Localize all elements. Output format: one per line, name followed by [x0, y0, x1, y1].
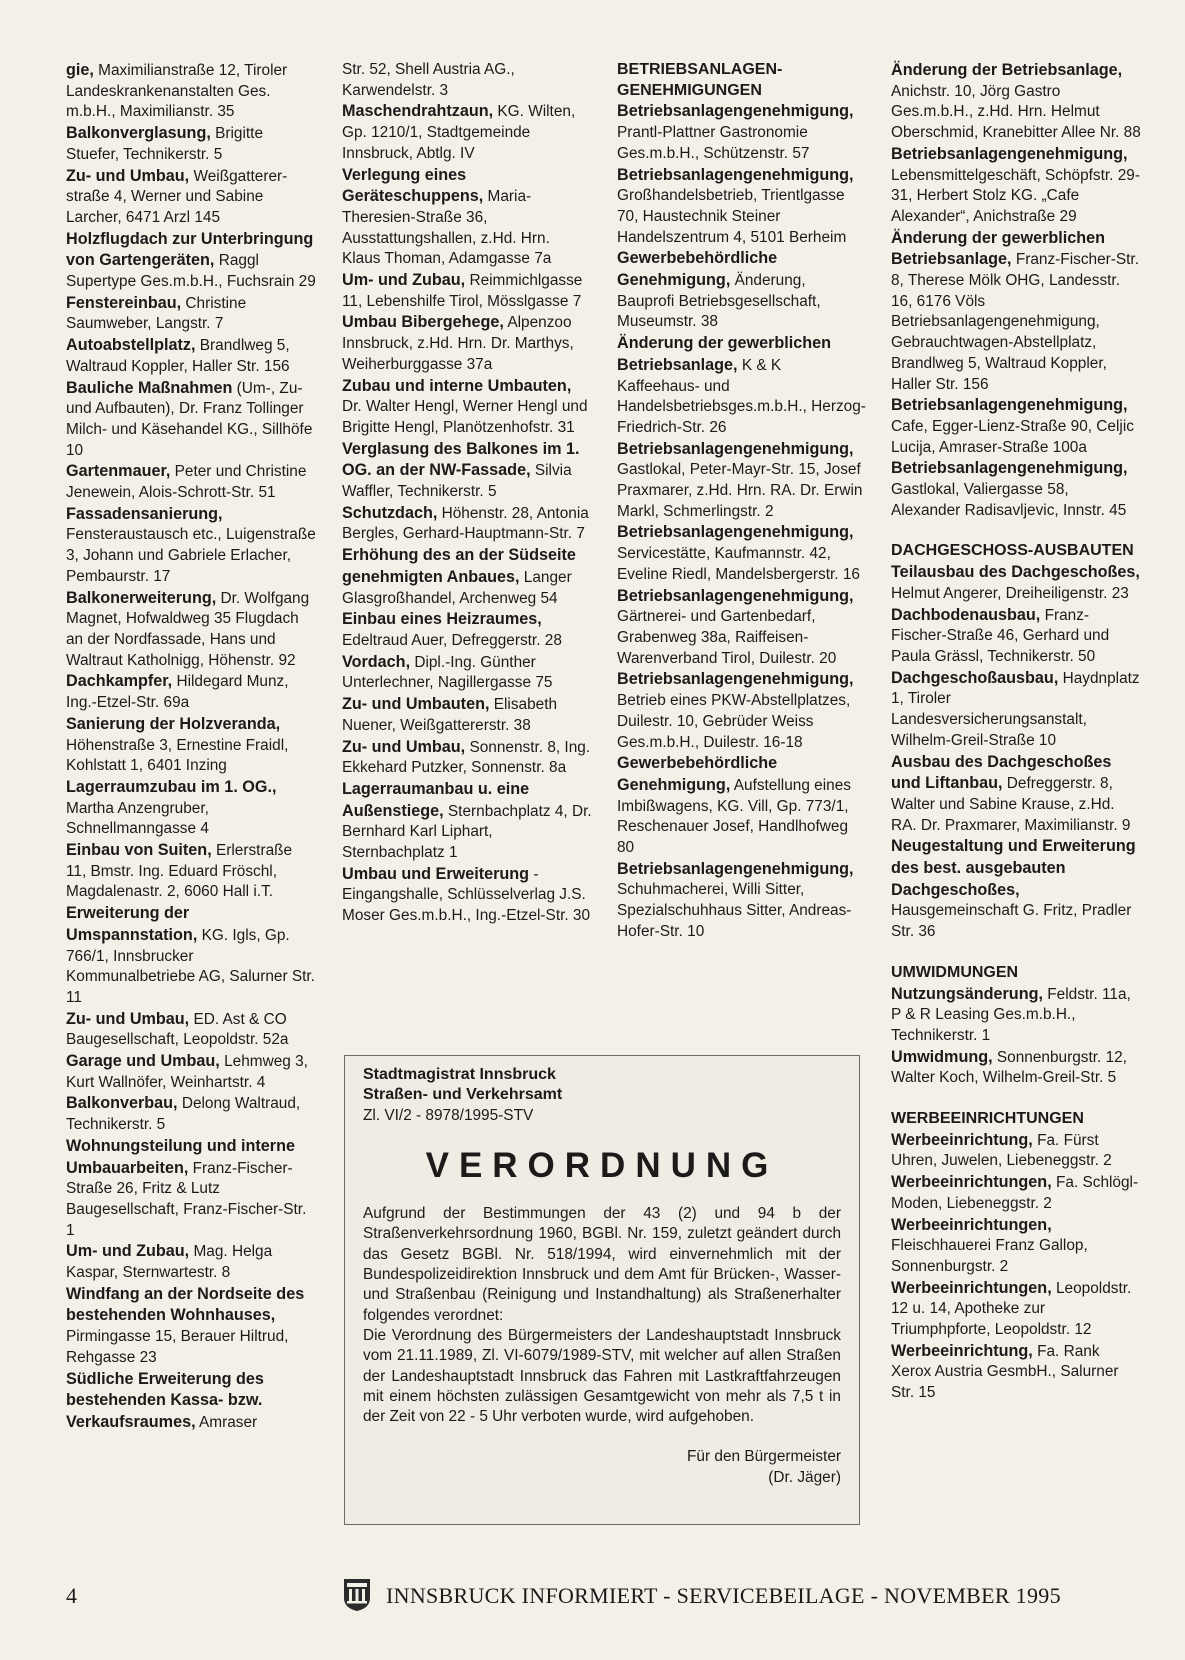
- entry-title: Betriebsanlagengenehmigung,: [617, 859, 854, 878]
- entry-title: Autoabstellplatz,: [66, 336, 196, 355]
- entry-title: Erweiterung der Umspannstation,: [66, 904, 198, 944]
- entry-title: Betriebsanlagengenehmigung,: [617, 439, 854, 458]
- listing-entry: [66, 229, 316, 293]
- listing-entry: [891, 395, 1141, 458]
- entry-title: Änderung der Betriebsanlage,: [891, 61, 1123, 79]
- entry-title: Änderung der gewerblichen Betriebsanlage,: [891, 228, 1106, 269]
- listing-entry: [66, 1241, 316, 1283]
- entry-details: Änderung, Bauprofi Betriebsgesellschaft, Museumstr. 38: [617, 272, 821, 331]
- listing-entry: [617, 586, 867, 670]
- entry-details: Franz-Fischer-Straße 26, Fritz & Lutz Baugesellschaft, Franz-Fischer-Str. 1: [66, 1159, 307, 1239]
- entry-title: Zu- und Umbau,: [66, 1009, 190, 1028]
- notice-signature: [363, 1447, 841, 1488]
- entry-title: Südliche Erweiterung des bestehenden Kassa- bzw. Verkaufsraumes,: [66, 1369, 264, 1431]
- notice-reference: Zl. VI/2 - 8978/1995-STV: [363, 1106, 534, 1124]
- listing-entry: [66, 166, 316, 229]
- listing-entry: [66, 588, 316, 672]
- listing-entry: [891, 458, 1141, 521]
- listing-entry: [617, 248, 867, 333]
- entry-details: Gastlokal, Peter-Mayr-Str. 15, Josef Praxmarer, z.Hd. Hrn. RA. Dr. Erwin Markl, Schmerlingstr. 2: [617, 461, 863, 520]
- entry-details: Reimmichlgasse 11, Lebenshilfe Tirol, Mösslgasse 7: [342, 272, 583, 310]
- entry-details: K & K Kaffeehaus- und Handelsbetriebsges.m.b.H., Herzog-Friedrich-Str. 26: [617, 356, 866, 436]
- entry-details: Sternbachplatz 4, Dr. Bernhard Karl Liphart, Sternbachplatz 1: [342, 802, 592, 862]
- entry-details: Höhenstr. 28, Antonia Bergles, Gerhard-Hauptmann-Str. 7: [342, 504, 589, 543]
- entry-details: Delong Waltraud, Technikerstr. 5: [66, 1095, 301, 1134]
- listing-entry: [891, 836, 1141, 943]
- listing-column-1: [66, 60, 316, 1434]
- listing-entry: [342, 165, 592, 271]
- entry-title: Werbeeinrichtung,: [891, 1341, 1033, 1360]
- entry-details: Pirmingasse 15, Berauer Hiltrud, Rehgasse 23: [66, 1328, 289, 1366]
- entry-title: Betriebsanlagengenehmigung,: [891, 144, 1128, 163]
- listing-entry: [617, 859, 867, 943]
- entry-title: Bauliche Maßnahmen: [66, 378, 233, 397]
- entry-details: Cafe, Egger-Lienz-Straße 90, Celjic Lucija, Amraser-Straße 100a: [891, 417, 1134, 456]
- entry-title: Umwidmung,: [891, 1047, 993, 1066]
- entry-details: KG. Wilten, Gp. 1210/1, Stadtgemeinde Innsbruck, Abtlg. IV: [342, 103, 576, 162]
- entry-title: Einbau eines Heizraumes,: [342, 610, 542, 629]
- entry-details: Haydnplatz 1, Tiroler Landesversicherungsanstalt, Wilhelm-Greil-Straße 10: [891, 669, 1140, 749]
- entry-details: Silvia Waffler, Technikerstr. 5: [342, 462, 572, 501]
- entry-details: Langer Glasgroßhandel, Archenweg 54: [342, 568, 572, 607]
- entry-details: Mag. Helga Kaspar, Sternwartestr. 8: [66, 1243, 273, 1282]
- entry-title: Sanierung der Holzveranda,: [66, 714, 281, 733]
- listing-entry: [342, 312, 592, 375]
- entry-title: Neugestaltung und Erweiterung des best. ausgebauten Dachgeschoßes,: [891, 837, 1136, 899]
- entry-details: Franz-Fischer-Straße 46, Gerhard und Paula Grässl, Technikerstr. 50: [891, 606, 1110, 665]
- listing-entry: [617, 669, 867, 753]
- page-footer: [66, 1578, 1136, 1614]
- listing-entry: [617, 101, 867, 164]
- regulation-notice-box: [344, 1055, 860, 1525]
- entry-title: Balkonverglasung,: [66, 124, 211, 143]
- entry-details: Fa. Fürst Uhren, Juwelen, Liebeneggstr. 2: [891, 1131, 1112, 1170]
- entry-details: Edeltraud Auer, Defreggerstr. 28: [342, 631, 562, 649]
- entry-title: Zubau und interne Umbauten,: [342, 376, 572, 395]
- listing-entry: [342, 545, 592, 609]
- entry-details: Lebensmittelgeschäft, Schöpfstr. 29-31, Herbert Stolz KG. „Cafe Alexander“, Anichstraße 29: [891, 166, 1140, 225]
- listing-entry: [891, 562, 1141, 604]
- listing-entry: [891, 1172, 1141, 1214]
- entry-title: Werbeeinrichtung,: [891, 1130, 1033, 1149]
- entry-details: Maximilianstraße 12, Tiroler Landeskrankenanstalten Ges. m.b.H., Maximilianstr. 35: [66, 62, 288, 121]
- entry-title: Umbau und Erweiterung: [342, 864, 530, 883]
- listing-entry: [66, 123, 316, 165]
- entry-title: Betriebsanlagengenehmigung,: [617, 102, 854, 121]
- entry-details: Anichstr. 10, Jörg Gastro Ges.m.b.H., z.Hd. Hrn. Helmut Oberschmid, Kranebitter Allee Nr. 88: [891, 82, 1141, 142]
- entry-title: Einbau von Suiten,: [66, 841, 212, 860]
- listing-entry: [66, 504, 316, 588]
- entry-title: Fenstereinbau,: [66, 293, 182, 312]
- entry-details: Sonnenstr. 8, Ing. Ekkehard Putzker, Sonnenstr. 8a: [342, 738, 591, 777]
- entry-details: Gärtnerei- und Gartenbedarf, Grabenweg 38a, Raiffeisen-Warenverband Tirol, Duilestr. 20: [617, 608, 837, 667]
- entry-details: Peter und Christine Jenewein, Alois-Schrott-Str. 51: [66, 463, 307, 502]
- entry-details: Amraser: [195, 1414, 258, 1431]
- entry-title: Werbeeinrichtungen,: [891, 1173, 1052, 1192]
- listing-entry: [342, 503, 592, 545]
- entry-details: Betrieb eines PKW-Abstellplatzes, Duilestr. 10, Gebrüder Weiss Ges.m.b.H., Duilestr. 16-18: [617, 692, 851, 751]
- entry-details: Fa. Schlögl-Moden, Liebeneggstr. 2: [891, 1174, 1139, 1212]
- entry-title: Gewerbebehördliche Genehmigung,: [617, 249, 778, 290]
- entry-details: (Um-, Zu- und Aufbauten), Dr. Franz Tollinger Milch- und Käsehandel KG., Sillhöfe 10: [66, 379, 313, 459]
- notice-paragraph-1: Aufgrund der Bestimmungen der 43 (2) und 94 b der Straßenverkehrsordnung 1960, BGBl. Nr. 159, zuletzt geändert durch das Gesetz BGBl. Nr. 518/1994, wird einvernehmlich mit der Bundespolizeidirektion Innsbruck und dem Amt für Brücken-, Wasser- und Straßenbau (Reinigung und Instandhaltung) als Straßenerhalter folgendes verordnet:: [363, 1205, 841, 1324]
- entry-details: Großhandelsbetrieb, Trientlgasse 70, Haustechnik Steiner Handelszentrum 4, 5101 Berheim: [617, 187, 847, 246]
- entry-title: Zu- und Umbau,: [342, 737, 466, 756]
- listing-entry: [891, 1278, 1141, 1341]
- entry-details: Brigitte Stuefer, Technikerstr. 5: [66, 125, 264, 163]
- entry-details: Alpenzoo Innsbruck, z.Hd. Hrn. Dr. Marthys, Weiherburggasse 37a: [342, 314, 574, 373]
- entry-title: Schutzdach,: [342, 503, 438, 522]
- listing-entry: [66, 378, 316, 462]
- entry-details: Hildegard Munz, Ing.-Etzel-Str. 69a: [66, 673, 289, 712]
- entry-details: Höhenstraße 3, Ernestine Fraidl, Kohlstatt 1, 6401 Inzing: [66, 736, 289, 775]
- section-heading: DACHGESCHOSS-AUSBAUTEN: [891, 542, 1134, 560]
- entry-details: Str. 52, Shell Austria AG., Karwendelstr. 3: [342, 61, 515, 99]
- listing-column-2: [342, 60, 592, 927]
- entry-title: Werbeeinrichtungen,: [891, 1278, 1052, 1297]
- entry-title: Nutzungsänderung,: [891, 984, 1043, 1003]
- listing-entry: [891, 1341, 1141, 1404]
- entry-title: Holzflugdach zur Unterbringung von Gartengeräten,: [66, 229, 314, 270]
- listing-entry: [66, 714, 316, 777]
- entry-title: Gartenmauer,: [66, 462, 171, 481]
- listing-entry: [342, 652, 592, 694]
- entry-title: Zu- und Umbau,: [66, 166, 190, 185]
- listing-entry: [66, 60, 316, 123]
- listing-entry: [617, 753, 867, 859]
- entry-details: Fa. Rank Xerox Austria GesmbH., Salurner Str. 15: [891, 1342, 1119, 1402]
- entry-details: Dr. Wolfgang Magnet, Hofwaldweg 35 Flugdach an der Nordfassade, Hans und Waltraut Katholnigg, Höhenstr. 92: [66, 589, 310, 669]
- entry-details: Prantl-Plattner Gastronomie Ges.m.b.H., Schützenstr. 57: [617, 124, 810, 162]
- listing-entry: [342, 864, 592, 927]
- entry-details: Martha Anzengruber, Schnellmanngasse 4: [66, 799, 209, 838]
- entry-title: Betriebsanlagengenehmigung,: [617, 586, 854, 605]
- notice-office-name: Stadtmagistrat Innsbruck: [363, 1066, 556, 1083]
- entry-title: Gewerbebehördliche Genehmigung,: [617, 754, 778, 794]
- entry-title: Lagerraumanbau u. eine Außenstiege,: [342, 779, 530, 820]
- section-spacer: [891, 943, 1141, 963]
- entry-details: ED. Ast & CO Baugesellschaft, Leopoldstr. 52a: [66, 1010, 289, 1049]
- entry-details: Sonnenburgstr. 12, Walter Koch, Wilhelm-Greil-Str. 5: [891, 1048, 1127, 1087]
- entry-details: Servicestätte, Kaufmannstr. 42, Eveline Riedl, Mandelsbergerstr. 16: [617, 545, 860, 583]
- entry-title: Erhöhung des an der Südseite genehmigten Anbaues,: [342, 546, 576, 586]
- entry-details: Fleischhauerei Franz Gallop, Sonnenburgstr. 2: [891, 1237, 1088, 1275]
- listing-entry: [891, 60, 1141, 144]
- listing-entry: [617, 439, 867, 523]
- entry-title: Balkonerweiterung,: [66, 588, 217, 607]
- listing-entry: [66, 1051, 316, 1093]
- entry-title: Betriebsanlagengenehmigung,: [891, 396, 1128, 415]
- entry-title: Dachkampfer,: [66, 672, 173, 691]
- listing-entry: [891, 605, 1141, 668]
- entry-title: Wohnungsteilung und interne Umbauarbeiten,: [66, 1136, 295, 1177]
- listing-column-4: [891, 60, 1141, 1404]
- listing-entry: [342, 737, 592, 779]
- listing-entry: [66, 1136, 316, 1242]
- listing-entry: [66, 1284, 316, 1369]
- section-spacer: [891, 1089, 1141, 1109]
- listing-entry: [66, 1093, 316, 1135]
- entry-details: Schuhmacherei, Willi Sitter, Spezialschuhhaus Sitter, Andreas-Hofer-Str. 10: [617, 881, 852, 940]
- entry-title: Betriebsanlagengenehmigung,: [617, 523, 854, 542]
- notice-title: VERORDNUNG: [425, 1145, 779, 1185]
- entry-title: Änderung der gewerblichen Betriebsanlage,: [617, 334, 832, 374]
- entry-title: Balkonverbau,: [66, 1094, 178, 1113]
- listing-entry: [66, 903, 316, 1009]
- listing-entry: [891, 668, 1141, 752]
- entry-details: Erlerstraße 11, Bmstr. Ing. Eduard Fröschl, Magdalenastr. 2, 6060 Hall i.T.: [66, 842, 293, 901]
- listing-entry: [342, 779, 592, 864]
- entry-title: Verlegung eines Geräteschuppens,: [342, 165, 484, 206]
- entry-details: Franz-Fischer-Str. 8, Therese Mölk OHG, Landesstr. 16, 6176 Völs Betriebsanlagengenehmigung, Gebrauchtwagen-Abstellplatz, Brandlweg 5, Waltraud Koppler, Haller Str. 156: [891, 251, 1139, 393]
- entry-title: Betriebsanlagengenehmigung,: [617, 165, 854, 184]
- entry-title: Umbau Bibergehege,: [342, 313, 504, 332]
- entry-details: Christine Saumweber, Langstr. 7: [66, 294, 247, 333]
- section-heading: BETRIEBSANLAGEN-GENEHMIGUNGEN: [617, 61, 783, 99]
- notice-signature-line-1: Für den Bürgermeister: [687, 1448, 841, 1466]
- section-heading: WERBEEINRICHTUNGEN: [891, 1110, 1084, 1128]
- entry-details: Maria-Theresien-Straße 36, Ausstattungshallen, z.Hd. Hrn. Klaus Thoman, Adamgasse 7a: [342, 188, 552, 268]
- entry-title: Verglasung des Balkones im 1. OG. an der NW-Fassade,: [342, 439, 580, 480]
- listing-entry: [891, 984, 1141, 1047]
- listing-entry: [342, 376, 592, 439]
- entry-details: Elisabeth Nuener, Weißgattererstr. 38: [342, 696, 558, 734]
- entry-title: Fassadensanierung,: [66, 504, 223, 523]
- listing-entry: [66, 335, 316, 377]
- entry-details: Hausgemeinschaft G. Fritz, Pradler Str. 36: [891, 902, 1132, 941]
- listing-entry: [342, 439, 592, 503]
- entry-details: Gastlokal, Valiergasse 58, Alexander Radisavljevic, Innstr. 45: [891, 481, 1127, 519]
- listing-entry: [342, 270, 592, 312]
- entry-details: Feldstr. 11a, P & R Leasing Ges.m.b.H., Technikerstr. 1: [891, 985, 1131, 1044]
- entry-details: Leopoldstr. 12 u. 14, Apotheke zur Triumphpforte, Leopoldstr. 12: [891, 1279, 1132, 1339]
- entry-title: Lagerraumzubau im 1. OG.,: [66, 777, 277, 796]
- footer-publication-title: INNSBRUCK INFORMIERT - SERVICEBEILAGE - NOVEMBER 1995: [386, 1583, 1061, 1608]
- listing-entry: [891, 1215, 1141, 1278]
- entry-details: - Eingangshalle, Schlüsselverlag J.S. Moser Ges.m.b.H., Ing.-Etzel-Str. 30: [342, 865, 591, 925]
- listing-entry: [617, 165, 867, 249]
- listing-entry: [66, 461, 316, 503]
- entry-title: Teilausbau des Dachgeschoßes,: [891, 563, 1140, 582]
- entry-details: Defreggerstr. 8, Walter und Sabine Krause, z.Hd. RA. Dr. Praxmarer, Maximilianstr. 9: [891, 775, 1131, 834]
- listing-column-3: [617, 60, 867, 943]
- listing-entry: [342, 60, 592, 101]
- entry-title: Werbeeinrichtungen,: [891, 1215, 1052, 1234]
- listing-entry: [617, 522, 867, 585]
- entry-title: gie,: [66, 61, 94, 79]
- entry-details: Fensteraustausch etc., Luigenstraße 3, Johann und Gabriele Erlacher, Pembaurstr. 17: [66, 526, 316, 585]
- entry-title: Windfang an der Nordseite des bestehenden Wohnhauses,: [66, 1284, 305, 1325]
- entry-title: Maschendrahtzaun,: [342, 102, 494, 121]
- entry-details: Raggl Supertype Ges.m.b.H., Fuchsrain 29: [66, 252, 316, 291]
- entry-details: Weißgattererstraße 4, Werner und Sabine Larcher, 6471 Arzl 145: [66, 167, 288, 226]
- entry-title: Zu- und Umbauten,: [342, 695, 490, 714]
- notice-signature-line-2: (Dr. Jäger): [768, 1468, 841, 1486]
- listing-entry: [66, 777, 316, 840]
- entry-details: Helmut Angerer, Dreiheiligenstr. 23: [891, 584, 1129, 602]
- entry-title: Um- und Zubau,: [66, 1242, 190, 1261]
- entry-details: Brandlweg 5, Waltraud Koppler, Haller Str. 156: [66, 337, 290, 375]
- entry-title: Betriebsanlagengenehmigung,: [891, 459, 1128, 478]
- listing-entry: [66, 1009, 316, 1051]
- listing-entry: [891, 1130, 1141, 1172]
- listing-entry: [66, 1369, 316, 1434]
- page-number: 4: [66, 1583, 77, 1608]
- listing-entry: [617, 333, 867, 439]
- entry-title: Vordach,: [342, 652, 411, 671]
- listing-entry: [66, 293, 316, 335]
- section-heading: UMWIDMUNGEN: [891, 963, 1019, 981]
- listing-entry: [66, 840, 316, 903]
- entry-details: Dipl.-Ing. Günther Unterlechner, Nagillergasse 75: [342, 653, 553, 692]
- notice-office-department: Straßen- und Verkehrsamt: [363, 1086, 563, 1104]
- entry-details: KG. Igls, Gp. 766/1, Innsbrucker Kommunalbetriebe AG, Salurner Str. 11: [66, 926, 315, 1006]
- listing-entry: [891, 752, 1141, 837]
- listing-entry: [342, 694, 592, 736]
- notice-paragraph-2: Die Verordnung des Bürgermeisters der Landeshauptstadt Innsbruck vom 21.11.1989, Zl. VI-6079/1989-STV, mit welcher auf allen Straßen der Landeshauptstadt Innsbruck das Fahren mit Lastkraftfahrzeugen mit einem höchsten zulässigen Gesamtgewicht von mehr als 7,5 t in der Zeit von 22 - 5 Uhr verboten wurde, wird aufgehoben.: [363, 1326, 841, 1426]
- entry-title: Dachgeschoßausbau,: [891, 668, 1059, 687]
- section-spacer: [891, 521, 1141, 541]
- listing-entry: [891, 228, 1141, 396]
- entry-title: Dachbodenausbau,: [891, 605, 1041, 624]
- entry-details: Dr. Walter Hengl, Werner Hengl und Brigitte Hengl, Planötzenhofstr. 31: [342, 398, 588, 436]
- entry-title: Ausbau des Dachgeschoßes und Liftanbau,: [891, 752, 1112, 793]
- entry-details: Lehmweg 3, Kurt Wallnöfer, Weinhartstr. 4: [66, 1053, 308, 1091]
- listing-entry: [66, 671, 316, 713]
- listing-entry: [342, 609, 592, 651]
- entry-title: Um- und Zubau,: [342, 271, 466, 290]
- entry-title: Garage und Umbau,: [66, 1052, 220, 1071]
- listing-entry: [342, 101, 592, 164]
- listing-entry: [891, 1047, 1141, 1089]
- entry-title: Betriebsanlagengenehmigung,: [617, 670, 854, 689]
- innsbruck-crest-icon: [343, 1578, 371, 1612]
- entry-details: Aufstellung eines Imbißwagens, KG. Vill, Gp. 773/1, Reschenauer Josef, Handlhofweg 80: [617, 776, 851, 857]
- listing-entry: [891, 144, 1141, 228]
